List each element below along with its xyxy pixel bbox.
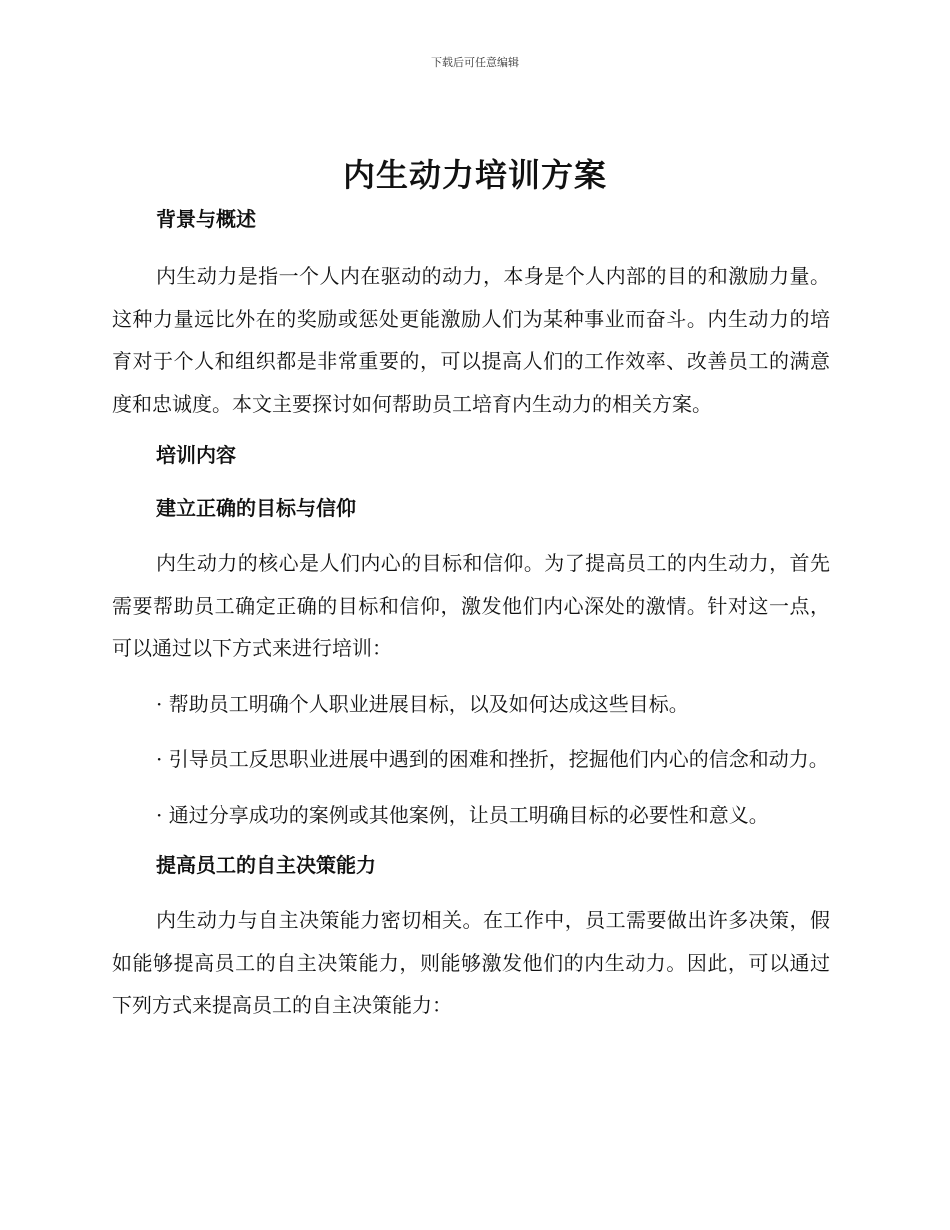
section-heading-goals: 建立正确的目标与信仰 (156, 496, 356, 520)
paragraph-background: 内生动力是指一个人内在驱动的动力，本身是个人内部的目的和激励力量。这种力量远比外在的奖励或惩处更能激励人们为某种事业而奋斗。内生动力的培育对于个人和组织都是非常重要的，可以提高人们的工作效率、改善员工的满意度和忠诚度。本文主要探讨如何帮助员工培育内生动力的相关方案。 (112, 264, 830, 416)
section-heading-training: 培训内容 (156, 443, 236, 467)
page-header-note: 下载后可任意编辑 (431, 56, 519, 69)
list-item: · 帮助员工明确个人职业进展目标，以及如何达成这些目标。 (156, 691, 689, 716)
document-title: 内生动力培训方案 (342, 156, 607, 194)
document-body (112, 202, 830, 1027)
list-item: · 通过分享成功的案例或其他案例，让员工明确目标的必要性和意义。 (156, 802, 769, 827)
paragraph-decision: 内生动力与自主决策能力密切相关。在工作中，员工需要做出许多决策，假如能够提高员工的自主决策能力，则能够激发他们的内生动力。因此，可以通过下列方式来提高员工的自主决策能力： (112, 908, 830, 1017)
paragraph-goals: 内生动力的核心是人们内心的目标和信仰。为了提高员工的内生动力，首先需要帮助员工确定正确的目标和信仰，激发他们内心深处的激情。针对这一点，可以通过以下方式来进行培训： (112, 551, 830, 660)
section-heading-background: 背景与概述 (156, 207, 256, 231)
list-item: · 引导员工反思职业进展中遇到的困难和挫折，挖掘他们内心的信念和动力。 (156, 747, 829, 771)
section-heading-decision: 提高员工的自主决策能力 (156, 853, 376, 877)
